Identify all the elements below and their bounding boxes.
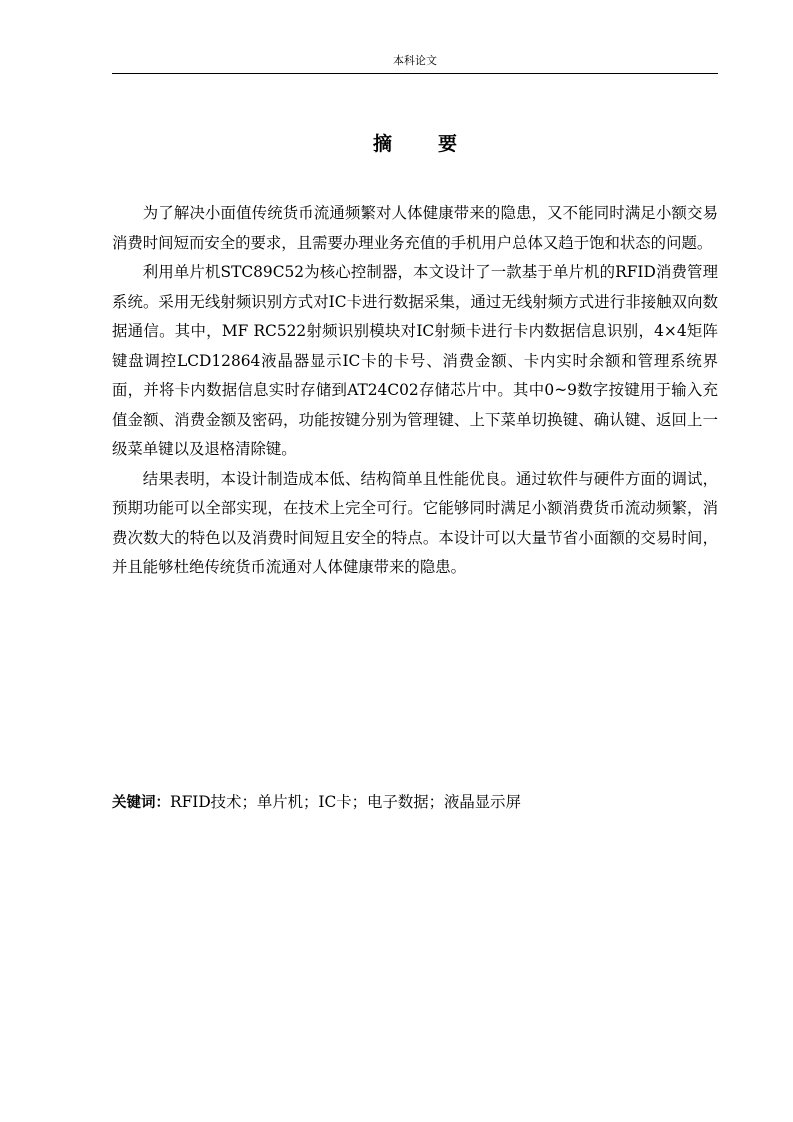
header-divider xyxy=(112,73,718,74)
keywords-text: RFID技术；单片机；IC卡；电子数据；液晶显示屏 xyxy=(170,793,521,811)
abstract-paragraph-2: 利用单片机STC89C52为核心控制器，本文设计了一款基于单片机的RFID消费管理系统。采用无线射频识别方式对IC卡进行数据采集，通过无线射频方式进行非接触双向数据通信。其中，MF RC522射频识别模块对IC射频卡进行卡内数据信息识别，4×4矩阵键盘调控LCD12864液晶器显示IC卡的卡号、消费金额、卡内实时余额和管理系统界面，并将卡内数据信息实时存储到AT24C02存储芯片中。其中0~9数字按键用于输入充值金额、消费金额及密码，功能按键分别为管理键、上下菜单切换键、确认键、返回上一级菜单键以及退格清除键。 xyxy=(112,263,718,458)
abstract-paragraph-3: 结果表明，本设计制造成本低、结构简单且性能优良。通过软件与硬件方面的调试，预期功能可以全部实现，在技术上完全可行。它能够同时满足小额消费货币流动频繁，消费次数大的特色以及消费时间短且安全的特点。本设计可以大量节省小面额的交易时间，并且能够杜绝传统货币流通对人体健康带来的隐患。 xyxy=(112,469,718,576)
abstract-title xyxy=(112,131,718,157)
abstract-paragraph-1: 为了解决小面值传统货币流通频繁对人体健康带来的隐患，又不能同时满足小额交易消费时间短而安全的要求，且需要办理业务充值的手机用户总体又趋于饱和状态的问题。 xyxy=(112,204,718,252)
keywords-line xyxy=(112,790,718,815)
abstract-title-char-1: 摘 xyxy=(372,133,392,155)
running-header: 本科论文 xyxy=(393,54,437,67)
abstract-title-char-2: 要 xyxy=(438,133,458,155)
abstract-body xyxy=(112,199,718,583)
keywords-label: 关键词： xyxy=(112,795,170,811)
